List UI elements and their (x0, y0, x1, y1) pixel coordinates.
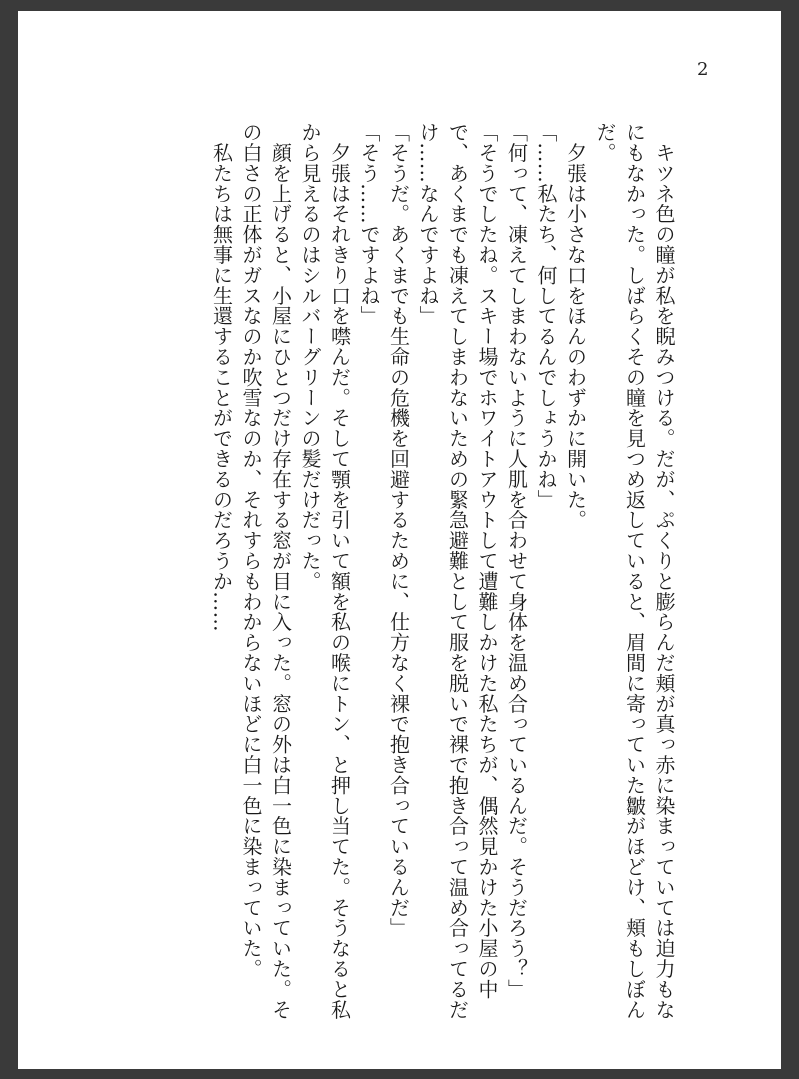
paragraph-2: 夕張は小さな口をほんのわずかに開いた。 (563, 122, 588, 530)
paragraph-7: 「そう……ですよね」 (357, 122, 381, 326)
document-page (18, 11, 781, 1069)
paragraph-9: 顔を上げると、小屋にひとつだけ存在する窓が目に入った。窓の外は白一色に染まっていた。その白さの正体がガスなのか吹雪なのか、それすらもわからないほどに白一色に染まっていた。 (239, 122, 293, 1020)
page-number: 2 (697, 59, 709, 80)
paragraph-1: キツネ色の瞳が私を睨みつける。だが、ぷくりと膨らんだ頬が真っ赤に染まっていては迫力もなにもなかった。しばらくその瞳を見つめ返していると、眉間に寄っていた皺がほどけ、頬もしぼんだ。 (593, 122, 676, 1020)
paragraph-4: 「何って、凍えてしまわないように人肌を合わせて身体を温め合っているんだ。そうだろう？」 (504, 122, 529, 1000)
paragraph-5: 「そうでしたね。スキー場でホワイトアウトして遭難しかけた私たちが、偶然見かけた小屋の中で、あくまでも凍えてしまわないための緊急避難として服を脱いで裸で抱き合って温め合ってるだけ……なんですよね」 (416, 122, 499, 1020)
paragraph-8: 夕張はそれきり口を噤んだ。そして顎を引いて額を私の喉にトン、と押し当てた。そうなると私から見えるのはシルバーグリーンの髪だけだった。 (298, 122, 352, 1020)
paragraph-10: 私たちは無事に生還することができるのだろうか…… (209, 122, 234, 632)
paragraph-3: 「……私たち、何してるんでしょうかね」 (534, 122, 558, 510)
paragraph-6: 「そうだ。あくまでも生命の危機を回避するために、仕方なく裸で抱き合っているんだ」 (386, 122, 411, 938)
vertical-text-body (158, 122, 678, 1022)
